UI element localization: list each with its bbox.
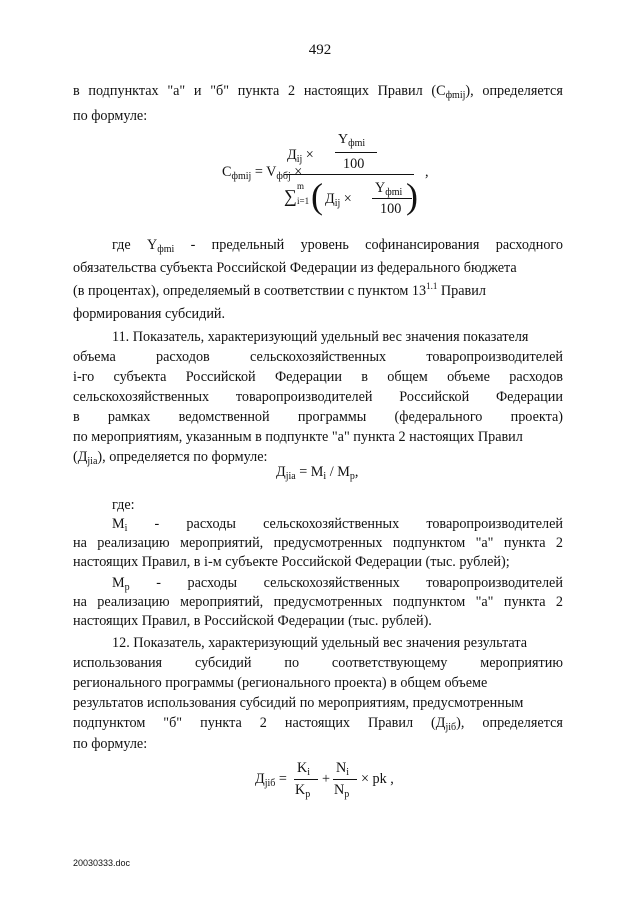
- formula-3-k-num: $K_i$: [297, 760, 311, 778]
- where2-mp-line-1: $M_p$ - расходы сельскохозяйственных товаропроизводителей: [112, 575, 563, 593]
- formula-2: $Д_{jia} = M_i / M_p$,: [276, 464, 359, 482]
- p12-line-2: использования субсидий по соответствующему мероприятию: [73, 655, 563, 671]
- p12-line-5: подпунктом "б" пункта 2 настоящих Правил $(Д_{jiб})$, определяется: [73, 715, 563, 733]
- where2-mi-line-3: настоящих Правил, в i-м субъекте Российской Федерации (тыс. рублей);: [73, 554, 510, 570]
- intro-line-1: в подпунктах "а" и "б" пункта 2 настоящих Правил $(С_{фmij})$, определяется: [73, 83, 563, 101]
- p11-line-5: в рамках ведомственной программы (федерального проекта): [73, 409, 563, 425]
- formula-1-den-sum-sub: i=1: [297, 196, 310, 206]
- formula-3-n-den: $N_p$: [334, 782, 350, 800]
- page-number: 492: [308, 42, 332, 58]
- p11-line-6: по мероприятиям, указанным в подпункте "а" пункта 2 настоящих Правил: [73, 429, 523, 445]
- p12-line-4: результатов использования субсидий по мероприятиям, предусмотренным: [73, 695, 524, 711]
- formula-1-lhs: $С_{фmij} = V_{фбj}$ ×: [222, 164, 303, 182]
- formula-1-den-sum: ∑: [284, 186, 297, 206]
- p12-line-3: регионального программы (регионального проекта) в общем объеме: [73, 675, 488, 691]
- where1-line-4: формирования субсидий.: [73, 306, 226, 322]
- formula-3-tail: × pk ,: [361, 771, 394, 787]
- where2-mi-line-1: $M_i$ - расходы сельскохозяйственных товаропроизводителей: [112, 516, 563, 534]
- formula-1-den-100: 100: [380, 201, 402, 217]
- where1-line-1: где $Y_{фmi}$ - предельный уровень софинансирования расходного: [112, 237, 563, 255]
- where1-line-2: обязательства субъекта Российской Федерации из федерального бюджета: [73, 260, 517, 276]
- p11-line-2: объема расходов сельскохозяйственных товаропроизводителей: [73, 349, 563, 365]
- formula-1-main-frac-bar: [284, 174, 414, 175]
- where2-mp-line-2: на реализацию мероприятий, предусмотренных подпунктом "а" пункта 2: [73, 594, 563, 610]
- formula-3-n-frac-bar: [333, 779, 357, 780]
- formula-1-den-paren-right: ): [406, 176, 418, 216]
- formula-1-num-100: 100: [343, 156, 365, 172]
- formula-1-comma: ,: [425, 164, 429, 180]
- formula-3-k-frac-bar: [294, 779, 318, 780]
- p11-line-3: i-го субъекта Российской Федерации в общем объеме расходов: [73, 369, 563, 385]
- where2-gde: где:: [112, 497, 135, 513]
- where2-mp-line-3: настоящих Правил, в Российской Федерации (тыс. рублей).: [73, 613, 432, 629]
- where1-line-3: (в процентах), определяемый в соответствии с пунктом $13^{1.1}$ Правил: [73, 281, 486, 299]
- formula-3-plus: +: [322, 771, 331, 787]
- formula-1-num-frac-bar: [335, 152, 377, 153]
- footer-filename: 20030333.doc: [73, 858, 131, 868]
- formula-1-den-y: $Y_{фmi}$: [375, 180, 403, 198]
- formula-3-k-den: $K_p$: [295, 782, 311, 800]
- intro-line-2: по формуле:: [73, 108, 148, 124]
- p11-line-7: $(Д_{jia})$, определяется по формуле:: [73, 449, 268, 467]
- formula-1-den-d: $Д_{ij}$ ×: [325, 191, 352, 209]
- formula-1-num-y: $Y_{фmi}$: [338, 132, 366, 149]
- formula-1-num-d: $Д_{ij}$ ×: [287, 147, 314, 165]
- formula-3-lhs: $Д_{jiб}$ =: [255, 771, 287, 789]
- p11-line-1: 11. Показатель, характеризующий удельный вес значения показателя: [112, 329, 529, 345]
- formula-1-den-paren-left: (: [311, 176, 323, 216]
- p12-line-1: 12. Показатель, характеризующий удельный вес значения результата: [112, 635, 527, 651]
- p12-line-6: по формуле:: [73, 736, 148, 752]
- where2-mi-line-2: на реализацию мероприятий, предусмотренных подпунктом "а" пункта 2: [73, 535, 563, 551]
- formula-3-n-num: $N_i$: [336, 760, 350, 778]
- p11-line-4: сельскохозяйственных товаропроизводителей Российской Федерации: [73, 389, 563, 405]
- formula-1-den-sum-sup: m: [297, 181, 305, 191]
